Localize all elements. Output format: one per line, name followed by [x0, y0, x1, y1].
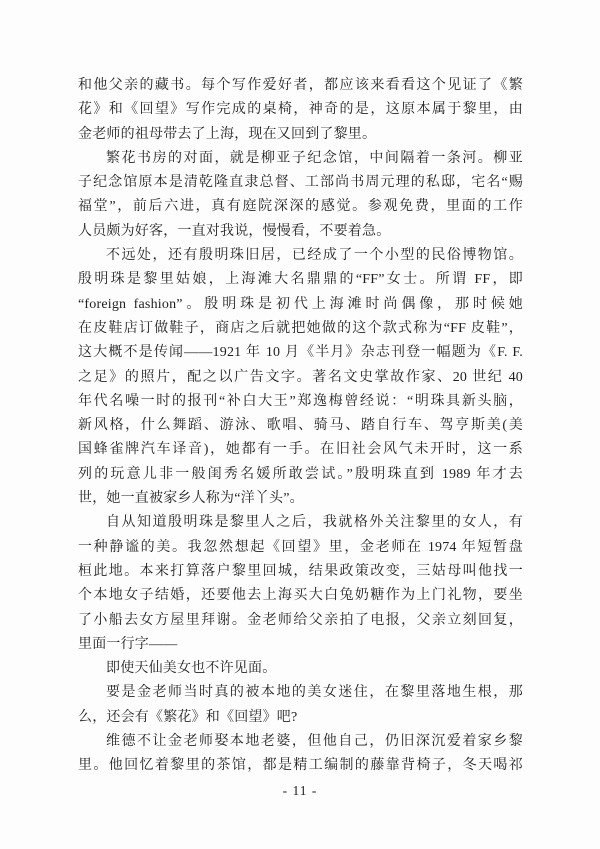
text-line: 个本地女子结婚，还要他去上海买大白兔奶糖作为上门礼物，要坐	[78, 588, 523, 604]
text-line: 新风格，什么舞蹈、游泳、歌唱、骑马、踏自行车、驾亨斯美(美	[78, 418, 523, 434]
text-line: 维德不让金老师娶本地老婆，但他自己，仍旧深沉爱着家乡黎	[106, 734, 523, 750]
text-line: 年代名噪一时的报刊“补白大王”郑逸梅曾经说：“明珠具新头脑，	[78, 393, 523, 409]
text-line: 之足》的照片，配之以广告文字。著名文史掌故作家、20 世纪 40	[78, 369, 523, 385]
text-line: 花》和《回望》写作完成的桌椅，神奇的是，这原本属于黎里，由	[78, 102, 523, 118]
text-line: 国蜂雀牌汽车译音)，她都有一手。在旧社会风气未开时，这一系	[78, 442, 523, 458]
text-line: 金老师的祖母带去了上海，现在又回到了黎里。	[78, 126, 377, 142]
text-line: 繁花书房的对面，就是柳亚子纪念馆，中间隔着一条河。柳亚	[106, 150, 523, 166]
text-line: 和他父亲的藏书。每个写作爱好者，都应该来看看这个见证了《繁	[78, 78, 523, 93]
text-line: 桓此地。本来打算落户黎里回城，结果政策改变，三姑母叫他找一	[78, 563, 523, 579]
text-line: 里。他回忆着黎里的茶馆，都是精工编制的藤靠背椅子，冬天喝祁	[78, 758, 523, 774]
text-line: 列的玩意儿非一般闺秀名媛所敢尝试。”殷明珠直到 1989 年才去	[78, 466, 523, 482]
text-line: 这大概不是传闻——1921 年 10 月《半月》杂志刊登一幅题为《F. F.	[78, 345, 523, 361]
text-line: 一种静谧的美。我忽然想起《回望》里，金老师在 1974 年短暂盘	[78, 539, 523, 555]
text-line: 自从知道殷明珠是黎里人之后，我就格外关注黎里的女人，有	[106, 515, 523, 531]
page-number: - 11 -	[282, 783, 318, 798]
body-text	[78, 74, 523, 779]
text-line: 人员颇为好客，一直对我说，慢慢看，不要着急。	[78, 223, 391, 239]
text-line: 在皮鞋店订做鞋子，商店之后就把她做的这个款式称为“FF 皮鞋”，	[78, 320, 523, 336]
text-line: 里面一行字——	[78, 636, 178, 652]
text-line: 要是金老师当时真的被本地的美女迷住，在黎里落地生根，那	[106, 685, 523, 701]
text-line: 世，她一直被家乡人称为“洋丫头”。	[78, 491, 304, 507]
text-line: 了小船去女方屋里拜谢。金老师给父亲拍了电报，父亲立刻回复，	[78, 612, 523, 628]
text-line: 么，还会有《繁花》和《回望》吧?	[78, 709, 298, 725]
text-line: 子纪念馆原本是清乾隆直隶总督、工部尚书周元理的私邸，宅名“赐	[78, 175, 523, 191]
text-line: 不远处，还有殷明珠旧居，已经成了一个小型的民俗博物馆。	[106, 248, 523, 264]
text-line: 即使天仙美女也不许见面。	[106, 661, 277, 677]
text-line: 福堂”，前后六进，真有庭院深深的感觉。参观免费，里面的工作	[78, 199, 523, 215]
text-line: “foreign fashion”。殷明珠是初代上海滩时尚偶像，那时候她	[78, 296, 523, 312]
text-line: 殷明珠是黎里姑娘，上海滩大名鼎鼎的“FF”女士。所谓 FF，即	[78, 272, 523, 288]
